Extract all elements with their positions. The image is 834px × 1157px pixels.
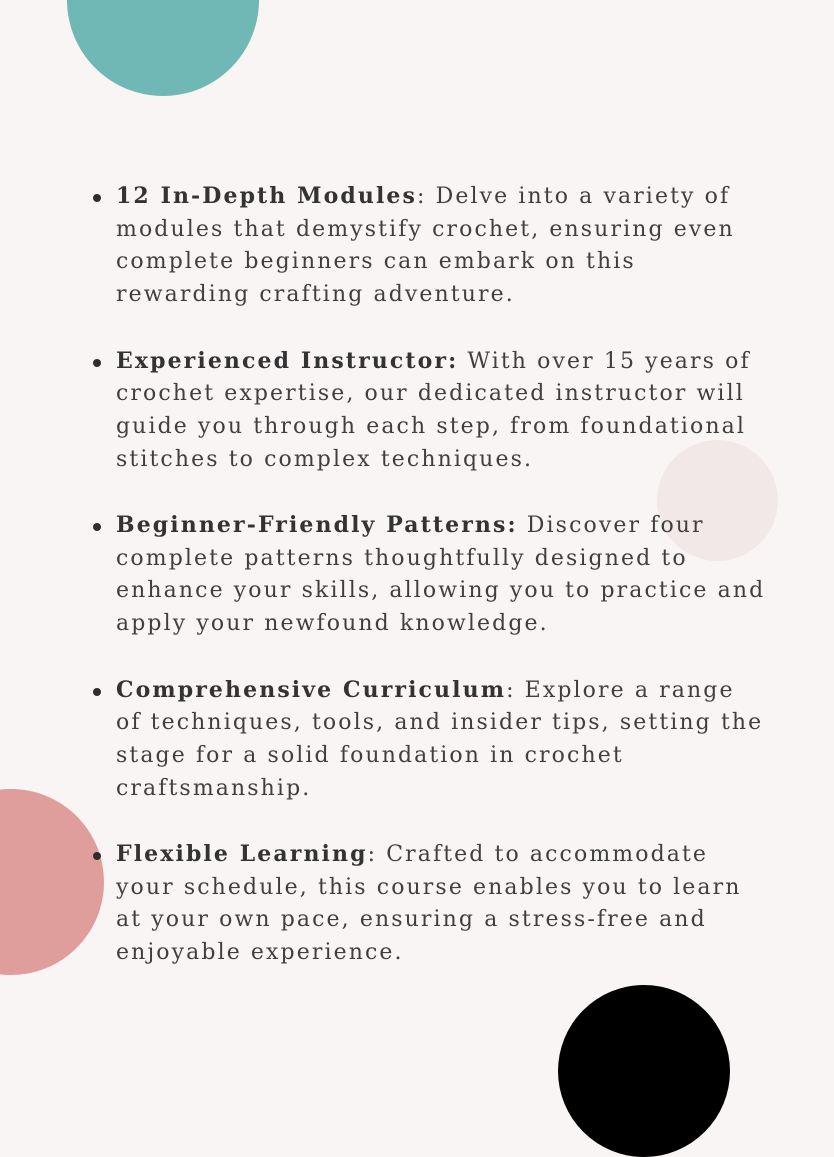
feature-description: : Delve into a variety of modules that demystify crochet, ensuring even complete beginners can embark on this rewarding crafting adventure. [116,184,735,308]
feature-title: 12 In-Depth Modules [116,183,418,209]
feature-title: Experienced Instructor: [116,347,459,374]
feature-description: Discover four complete patterns thoughtfully designed to enhance your skills, allowing you to practice and apply your newfound knowledge. [116,513,766,637]
feature-item-modules [116,180,766,312]
feature-description: : Explore a range of techniques, tools, and insider tips, setting the stage for a solid foundation in crochet craftsmanship. [116,677,764,801]
feature-title: Beginner-Friendly Patterns: [116,512,518,538]
feature-item-curriculum [116,674,766,806]
decorative-teal-circle [67,0,259,96]
feature-title: Comprehensive Curriculum [116,676,507,703]
feature-item-patterns [116,509,766,641]
feature-description: : Crafted to accommodate your schedule, this course enables you to learn at your own pace, ensuring a stress-free and enjoyable experience. [116,842,742,966]
decorative-rose-circle [0,789,104,975]
feature-item-flexible-learning [116,838,766,970]
feature-title: Flexible Learning [116,841,368,867]
course-features-list [116,180,766,1003]
decorative-black-circle [558,985,730,1157]
feature-item-instructor [116,345,766,477]
feature-description: With over 15 years of crochet expertise, our dedicated instructor will guide you through each step, from foundational stitches to complex techniques. [116,348,751,472]
